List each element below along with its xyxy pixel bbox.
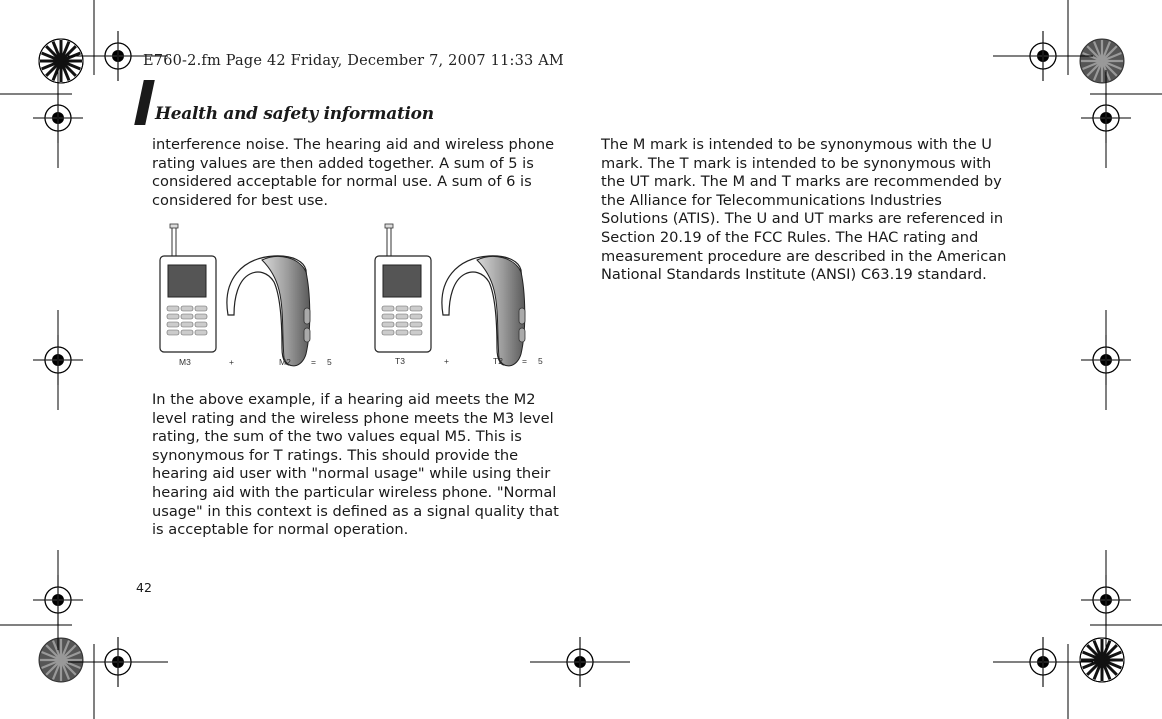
paragraph-rating-sum: interference noise. The hearing aid and wireless phone rating values are then added together. A sum of 5 is considered acceptable for normal use. A sum of 6 is considered for best use. (152, 136, 555, 209)
starburst-bottom-right (1080, 638, 1124, 682)
label-sum: 5 (538, 356, 543, 366)
label-m2: M2 (279, 357, 291, 367)
paragraph-m-t-marks: The M mark is intended to be synonymous with the U mark. The T mark is intended to be synonymous with the UT mark. The M and T marks are recommended by the Alliance for Telecommunications Industries Solutions (ATIS). The U and UT marks are referenced in Section 20.19 of the FCC Rules. The HAC rating and measurement procedure are described in the American National Standards Institute (ANSI) C63.19 standard. (601, 136, 1007, 284)
phone-illustration-t (375, 224, 431, 352)
phone-hearing-aid-illustration (152, 222, 572, 372)
label-equals: = (311, 357, 316, 367)
phone-illustration-m (160, 224, 216, 352)
label-t2: T2 (493, 356, 503, 366)
page-number: 42 (136, 580, 152, 595)
paragraph-example: In the above example, if a hearing aid meets the M2 level rating and the wireless phone meets the M3 level rating, the sum of the two values equal M5. This is synonymous for T ratings. This should provide the hearing aid user with "normal usage" while using their hearing aid with the particular wireless phone. "Normal usage" in this context is defined as a signal quality that is acceptable for normal operation. (152, 391, 559, 539)
starburst-top-right (1080, 39, 1124, 83)
starburst-top-left (39, 39, 83, 83)
hac-rating-figure (152, 222, 572, 376)
starburst-bottom-left (39, 638, 83, 682)
label-m3: M3 (179, 357, 191, 367)
label-sum: 5 (327, 357, 332, 367)
label-equals: = (522, 356, 527, 366)
label-t3: T3 (395, 356, 405, 366)
hearing-aid-illustration-m (227, 256, 310, 366)
label-plus: + (444, 356, 449, 366)
file-info-header: E760-2.fm Page 42 Friday, December 7, 2007 11:33 AM (143, 53, 564, 69)
hearing-aid-illustration-t (442, 256, 525, 366)
label-plus: + (229, 357, 234, 367)
section-title: Health and safety information (155, 104, 434, 124)
